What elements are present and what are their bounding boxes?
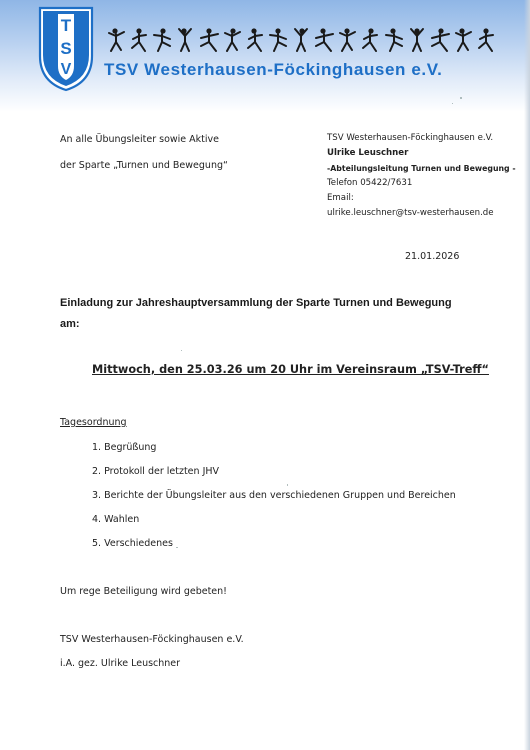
sender-name: Ulrike Leuschner <box>327 148 409 158</box>
gym-icon <box>453 26 473 52</box>
logo-letter-v: V <box>60 61 72 78</box>
tennis-icon <box>407 26 427 52</box>
table-tennis-icon <box>430 26 450 52</box>
agenda-title: Tagesordnung <box>60 417 127 428</box>
letter-date: 21.01.2026 <box>405 251 460 262</box>
scan-speck <box>460 97 462 99</box>
volleyball-icon <box>476 26 496 52</box>
recipient-block <box>60 127 228 179</box>
invitation-line-1: Einladung zur Jahreshauptversammlung der Sparte Turnen und Bewegung <box>60 297 452 309</box>
agenda-item: 2. Protokoll der letzten JHV <box>92 466 220 477</box>
agenda-list <box>92 441 456 561</box>
dance-icon <box>291 26 311 52</box>
running-icon <box>152 26 172 52</box>
javelin-icon <box>245 26 265 52</box>
weightlifting-icon <box>268 26 288 52</box>
sports-pictogram-row <box>106 24 496 54</box>
recipient-line-1: An alle Übungsleiter sowie Aktive <box>60 134 219 145</box>
scan-speck <box>181 350 182 351</box>
sender-email-label: Email: <box>327 193 354 203</box>
invitation-line-2: am: <box>60 318 80 330</box>
soccer-icon <box>360 26 380 52</box>
signature-org: TSV Westerhausen-Föckinghausen e.V. <box>60 634 244 645</box>
closing-sentence: Um rege Beteiligung wird gebeten! <box>60 586 227 597</box>
gymnastics-icon <box>199 26 219 52</box>
club-name-heading: TSV Westerhausen-Föckinghausen e.V. <box>104 60 443 79</box>
agenda-item: 4. Wahlen <box>92 514 140 525</box>
sender-org: TSV Westerhausen-Föckinghausen e.V. <box>327 133 494 143</box>
logo-letter-s: S <box>60 39 72 58</box>
club-logo <box>38 6 94 92</box>
swimming-icon <box>337 26 357 52</box>
club-logo-shield <box>38 6 94 92</box>
signature-name: i.A. gez. Ulrike Leuschner <box>60 658 181 669</box>
agenda-item: 1. Begrüßung <box>92 442 157 453</box>
scan-speck <box>176 547 178 548</box>
recipient-line-2: der Sparte „Turnen und Bewegung“ <box>60 160 228 171</box>
handball-icon <box>314 26 334 52</box>
athletics-icon <box>175 26 195 52</box>
scan-speck <box>452 103 453 104</box>
fencing-icon <box>106 26 126 52</box>
logo-letter-t: T <box>60 16 72 35</box>
scan-edge-shadow <box>524 0 530 750</box>
judo-icon <box>384 26 404 52</box>
cycling-icon <box>129 26 149 52</box>
sender-phone: Telefon 05422/7631 <box>327 178 413 188</box>
agenda-item: 3. Berichte der Übungsleiter aus den verschiedenen Gruppen und Bereichen <box>92 490 456 501</box>
sender-email: ulrike.leuschner@tsv-westerhausen.de <box>327 208 494 218</box>
hurdles-icon <box>222 26 242 52</box>
agenda-item: 5. Verschiedenes <box>92 538 173 549</box>
sender-role: -Abteilungsleitung Turnen und Bewegung - <box>327 164 516 173</box>
meeting-date-line: Mittwoch, den 25.03.26 um 20 Uhr im Vereinsraum „TSV-Treff“ <box>92 363 489 376</box>
scan-speck <box>287 484 288 486</box>
invitation-heading <box>60 293 480 335</box>
sender-block <box>327 131 516 221</box>
